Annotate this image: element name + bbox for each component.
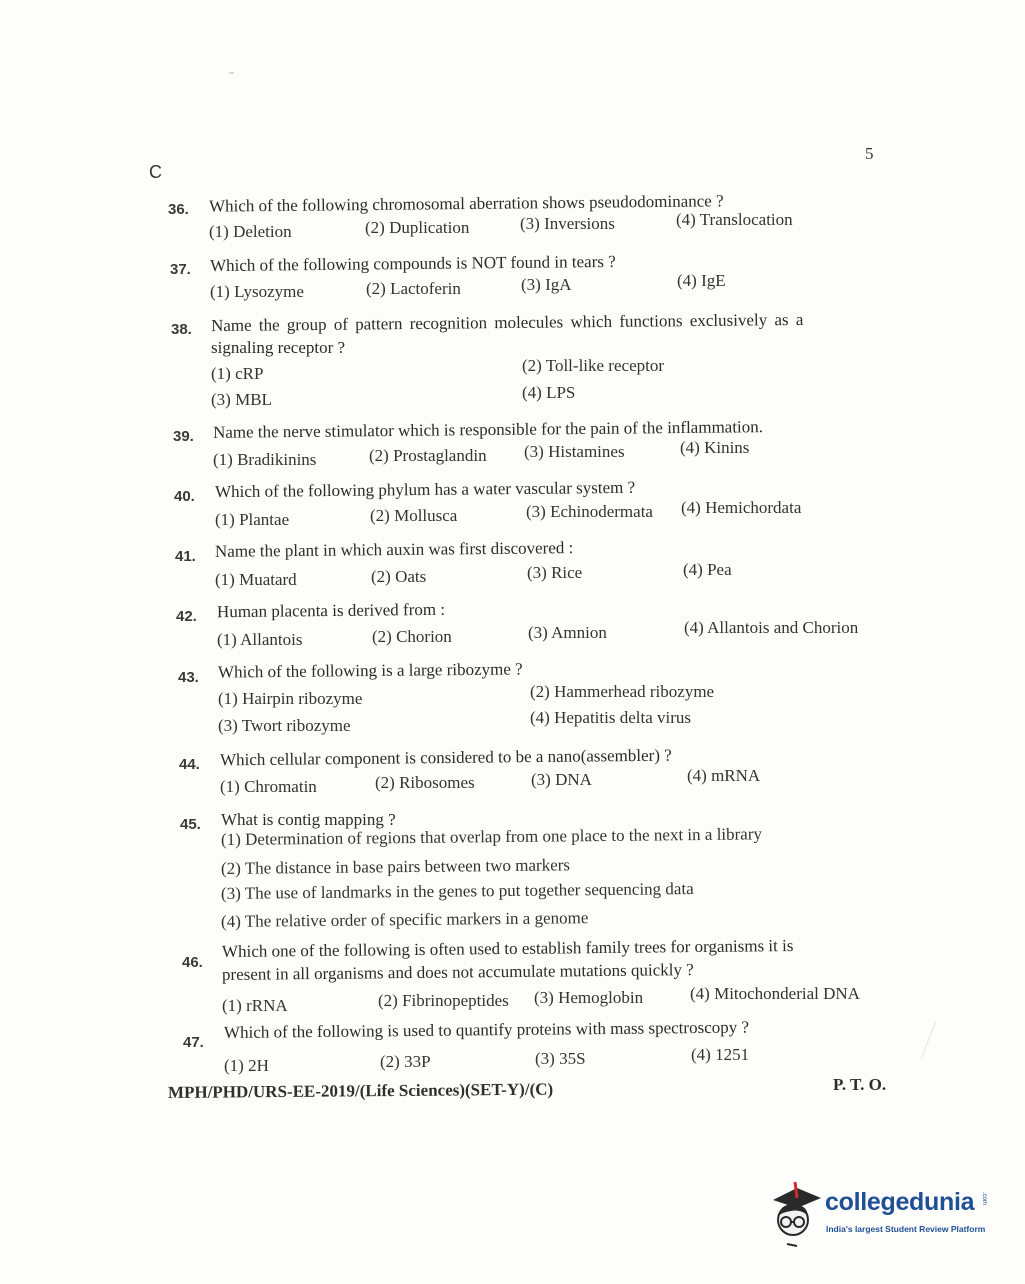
question-text: What is contig mapping ? [221, 810, 396, 829]
option-3: (3) Rice [527, 563, 583, 582]
option-3: (3) MBL [211, 390, 272, 409]
option-2: (2) Lactoferin [366, 279, 461, 298]
option-4: (4) Mitochonderial DNA [690, 984, 860, 1003]
option-4: (4) Hepatitis delta virus [530, 708, 691, 727]
question-text: Which of the following is a large ribozyme ? [217, 659, 523, 682]
option-3: (3) Histamines [524, 442, 625, 461]
option-4: (4) Allantois and Chorion [684, 618, 859, 637]
question-number: 44. [179, 756, 200, 773]
set-letter: C [149, 162, 162, 182]
question-text: Name the group of pattern recognition molecules which functions exclusively as a [210, 309, 804, 336]
option-2: (2) Hammerhead ribozyme [530, 682, 715, 701]
question-text: Which one of the following is often used to establish family trees for organisms it is [221, 936, 794, 961]
option-2: (2) Oats [371, 567, 427, 586]
please-turn-over: P. T. O. [833, 1075, 887, 1094]
option-3: (3) Echinodermata [526, 502, 653, 521]
scan-line [921, 1021, 937, 1058]
brand-domain: .com [981, 1192, 987, 1206]
option-2: (2) Ribosomes [375, 773, 475, 792]
question-text: Which of the following chromosomal aberration shows pseudodominance ? [208, 191, 724, 216]
option-1: (1) Bradikinins [213, 450, 317, 469]
option-2: (2) Toll-like receptor [522, 356, 664, 375]
question-number: 43. [178, 669, 199, 686]
question-text: Name the plant in which auxin was first discovered : [214, 538, 574, 561]
option-3: (3) IgA [521, 275, 572, 294]
option-2: (2) Chorion [372, 627, 452, 646]
scan-speck [229, 72, 234, 74]
option-1: (1) rRNA [222, 996, 288, 1015]
question-number: 38. [171, 321, 192, 338]
option-4: (4) 1251 [691, 1045, 750, 1064]
question-number: 39. [173, 428, 194, 445]
question-text: Which cellular component is considered to be a nano(assembler) ? [219, 745, 672, 770]
brand-name: collegedunia [825, 1188, 975, 1216]
option-3: (3) 35S [535, 1049, 586, 1068]
option-3: (3) Twort ribozyme [218, 716, 351, 735]
option-1: (1) Determination of regions that overlap from one place to the next in a library [220, 824, 763, 849]
option-2: (2) Mollusca [370, 506, 458, 525]
option-4: (4) The relative order of specific markers in a genome [220, 908, 589, 931]
option-4: (4) LPS [522, 383, 576, 402]
option-2: (2) Prostaglandin [369, 446, 487, 465]
mascot-icon [767, 1178, 825, 1254]
page-number: 5 [865, 144, 874, 163]
option-1: (1) Deletion [209, 222, 292, 241]
option-1: (1) Lysozyme [210, 282, 304, 301]
option-1: (1) Muatard [215, 570, 297, 589]
question-number: 46. [182, 954, 203, 971]
question-text: Human placenta is derived from : [216, 599, 446, 622]
question-text-continued: signaling receptor ? [211, 338, 346, 357]
question-number: 47. [183, 1034, 204, 1051]
option-2: (2) Fibrinopeptides [378, 991, 509, 1010]
option-3: (3) Amnion [528, 623, 607, 642]
option-1: (1) Hairpin ribozyme [218, 689, 363, 708]
option-3: (3) DNA [531, 770, 592, 789]
question-number: 45. [180, 816, 201, 833]
exam-code: MPH/PHD/URS-EE-2019/(Life Sciences)(SET-Y)/(C) [167, 1079, 554, 1102]
brand-tagline: India's largest Student Review Platform [826, 1224, 986, 1234]
option-2: (2) Duplication [365, 218, 470, 237]
option-1: (1) cRP [211, 364, 264, 383]
option-3: (3) The use of landmarks in the genes to put together sequencing data [220, 879, 694, 903]
option-1: (1) Chromatin [220, 777, 317, 796]
option-1: (1) Plantae [215, 510, 290, 529]
question-number: 37. [170, 261, 191, 278]
option-4: (4) mRNA [687, 766, 761, 785]
question-text: Which of the following phylum has a water vascular system ? [214, 477, 636, 502]
question-text: Which of the following compounds is NOT found in tears ? [209, 251, 616, 276]
question-text-continued: present in all organisms and does not accumulate mutations quickly ? [221, 960, 694, 984]
option-4: (4) IgE [677, 271, 726, 290]
option-4: (4) Translocation [676, 210, 793, 229]
option-4: (4) Hemichordata [681, 498, 802, 517]
option-3: (3) Inversions [520, 214, 615, 233]
option-4: (4) Pea [683, 560, 732, 579]
question-number: 40. [174, 488, 195, 505]
question-number: 41. [175, 548, 196, 565]
question-text: Which of the following is used to quantify proteins with mass spectroscopy ? [223, 1017, 750, 1042]
option-4: (4) Kinins [680, 438, 750, 457]
option-2: (2) The distance in base pairs between two markers [220, 855, 571, 878]
collegedunia-logo [767, 1178, 997, 1254]
question-number: 36. [168, 201, 189, 218]
question-number: 42. [176, 608, 197, 625]
question-text: Name the nerve stimulator which is responsible for the pain of the inflammation. [212, 417, 764, 442]
option-1: (1) 2H [224, 1056, 269, 1075]
option-1: (1) Allantois [217, 630, 303, 649]
option-2: (2) 33P [380, 1052, 431, 1071]
option-3: (3) Hemoglobin [534, 988, 644, 1007]
